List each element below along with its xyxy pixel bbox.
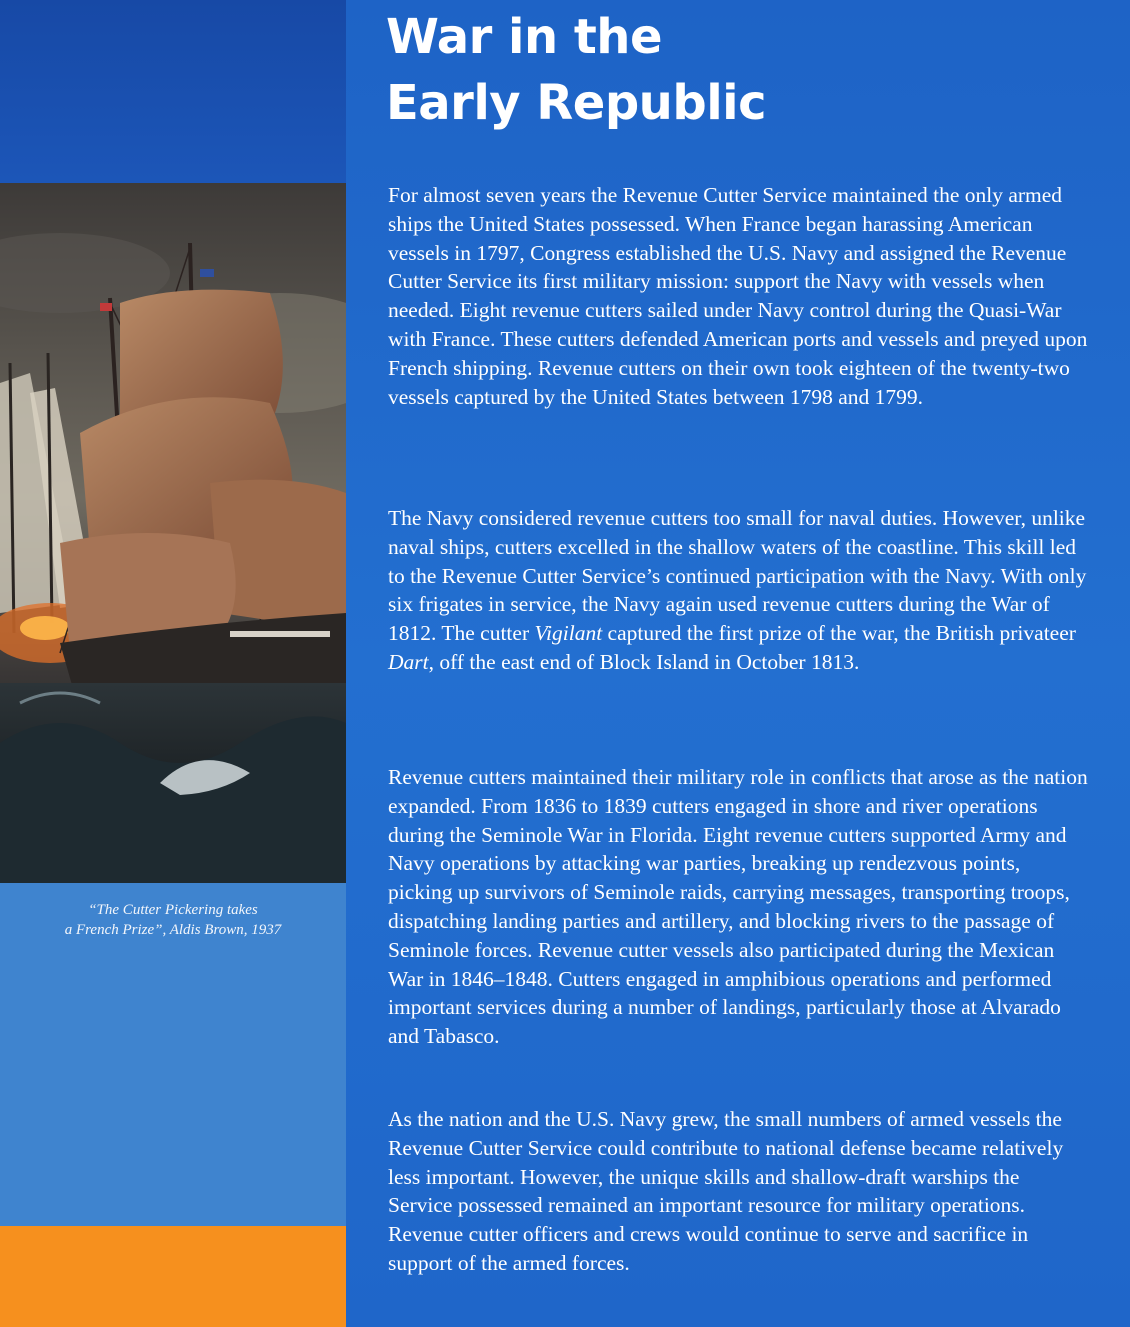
paragraph-war-of-1812: [388, 504, 1088, 677]
left-top-panel: [0, 0, 346, 183]
ship-name-vigilant: Vigilant: [534, 621, 603, 646]
paragraph-quasi-war: For almost seven years the Revenue Cutter Service maintained the only armed ships the United States possessed. When France began harassing American vessels in 1797, Congress established the U.S. Navy and assigned the Revenue Cutter Service its first military mission: support the Navy with vessels when needed. Eight revenue cutters sailed under Navy control during the Quasi-War with France. These cutters defended American ports and vessels and preyed upon French shipping. Revenue cutters on their own took eighteen of the twenty-two vessels captured by the United States between 1798 and 1799.: [388, 183, 1088, 409]
page-title: [386, 4, 1086, 136]
orange-accent-band: [0, 1226, 346, 1327]
paragraph-text: , off the east end of Block Island in October 1813.: [428, 649, 860, 674]
image-caption: [24, 900, 322, 940]
caption-line-2: a French Prize”, Aldis Brown, 1937: [64, 922, 282, 938]
title-line-1: War in the: [386, 9, 663, 65]
caption-line-1: “The Cutter Pickering takes: [88, 902, 258, 918]
ship-name-dart: Dart: [388, 649, 429, 674]
left-column: [0, 0, 346, 1327]
paragraph-seminole-mexican-war: Revenue cutters maintained their military role in conflicts that arose as the nation expanded. From 1836 to 1839 cutters engaged in shore and river operations during the Seminole War in Florida. Eight revenue cutters supported Army and Navy operations by attacking war parties, breaking up rendezvous points, picking up survivors of Seminole raids, carrying messages, transporting troops, dispatching landing parties and artillery, and blocking rivers to the passage of Seminole forces. Revenue cutter vessels also participated during the Mexican War in 1846–1848. Cutters engaged in amphibious operations and performed important services during a number of landings, particularly those at Alvarado and Tabasco.: [388, 765, 1088, 1049]
title-line-2: Early Republic: [386, 75, 767, 131]
paragraph-text: captured the first prize of the war, the British privateer: [602, 621, 1076, 646]
paragraph-conclusion: As the nation and the U.S. Navy grew, the small numbers of armed vessels the Revenue Cutter Service could contribute to national defense became relatively less important. However, the unique skills and shallow-draft warships the Service possessed remained an important resource for military operations. Revenue cutter officers and crews would continue to serve and sacrifice in support of the armed forces.: [388, 1107, 1064, 1275]
ship-painting: [0, 183, 346, 883]
paragraph-text: The Navy considered revenue cutters too small for naval duties. However, unlike naval ships, cutters excelled in the shallow waters of the coastline. This skill led to the Revenue Cutter Service’s continued participation with the Navy. With only six frigates in service, the Navy again used revenue cutters during the War of 1812. The cutter: [388, 506, 1087, 646]
